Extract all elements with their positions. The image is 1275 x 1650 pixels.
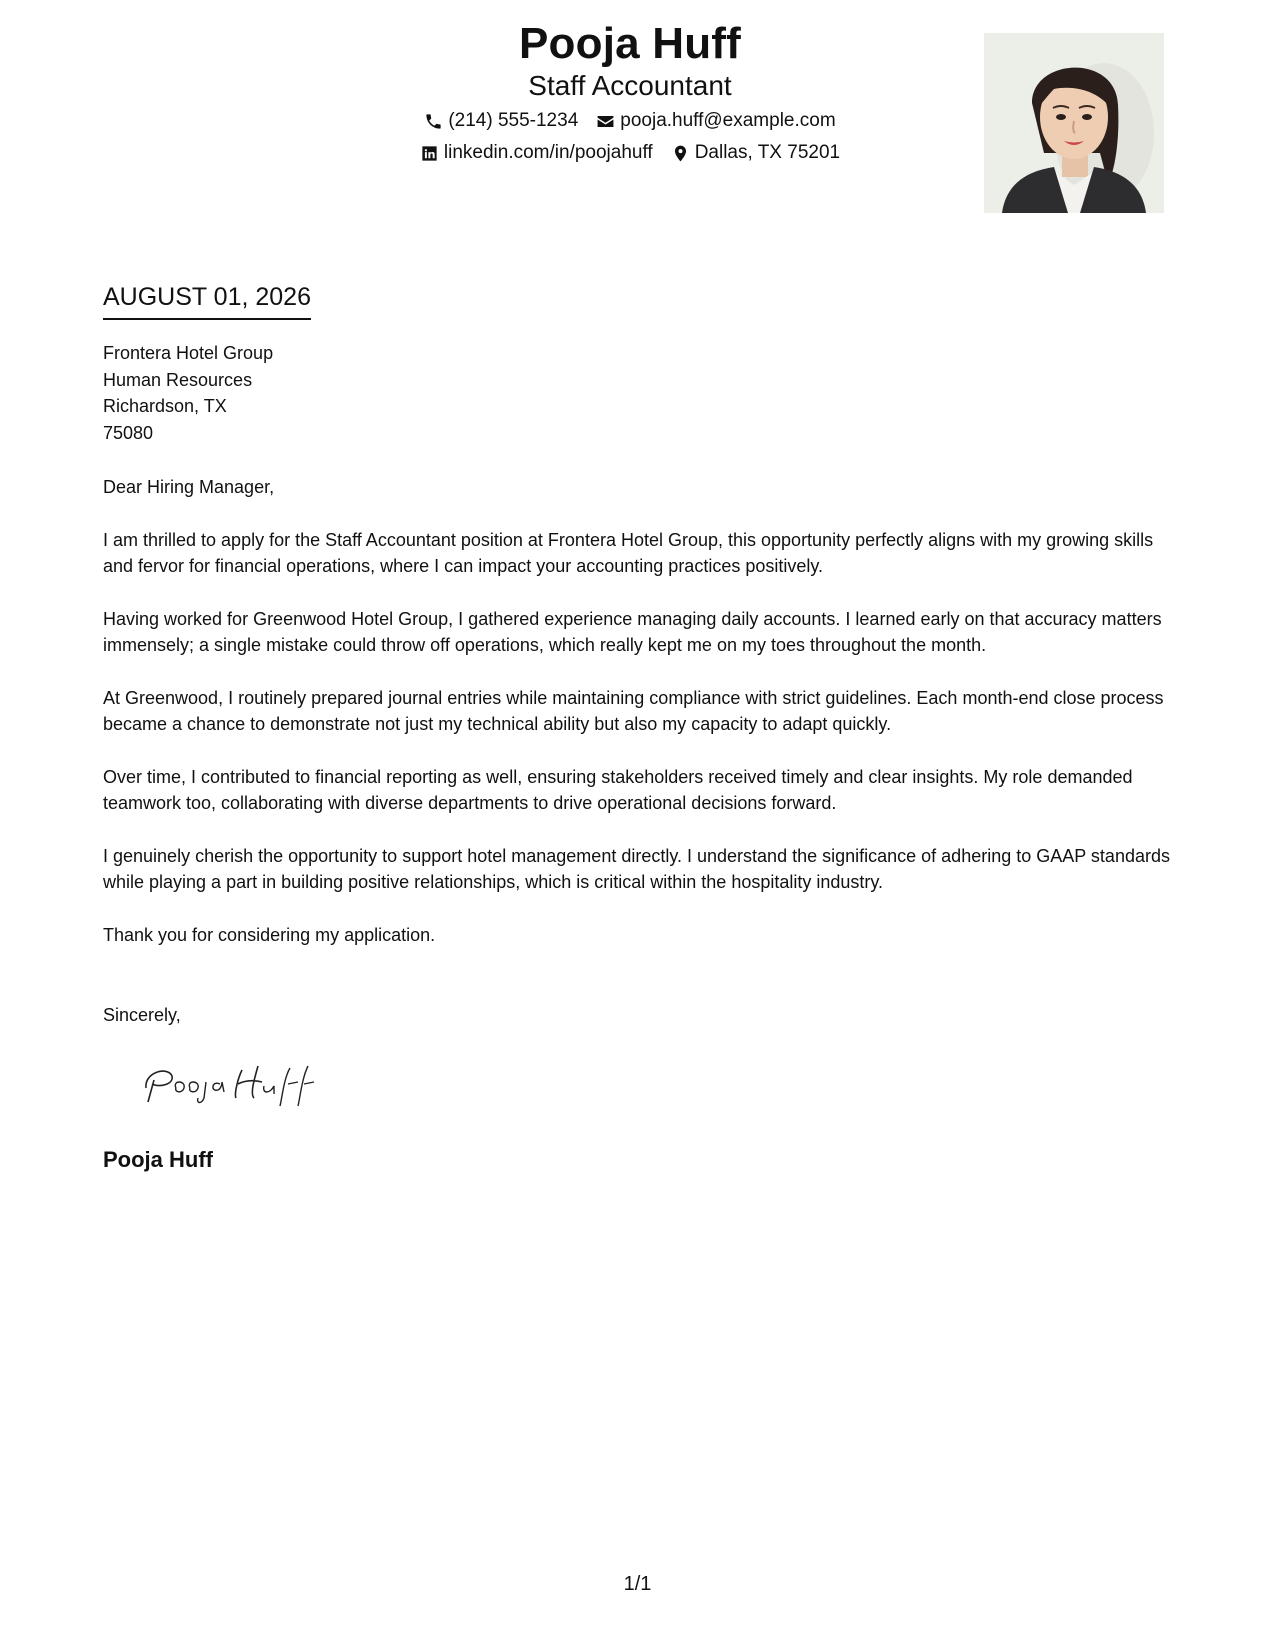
letter-date: AUGUST 01, 2026 xyxy=(103,280,311,320)
contact-linkedin-text: linkedin.com/in/poojahuff xyxy=(443,142,653,163)
contact-email[interactable] xyxy=(596,108,835,134)
applicant-title: Staff Accountant xyxy=(528,70,732,101)
handwritten-signature xyxy=(138,1058,328,1108)
envelope-icon xyxy=(596,112,615,131)
applicant-name: Pooja Huff xyxy=(519,19,741,68)
signature-graphic xyxy=(138,1058,328,1108)
body-paragraph: Over time, I contributed to financial reporting as well, ensuring stakeholders received timely and clear insights. My role demanded teamwork too, collaborating with diverse departments to drive operational decisions forward. xyxy=(103,766,1133,813)
map-pin-icon xyxy=(671,144,690,163)
body-paragraph: I am thrilled to apply for the Staff Accountant position at Frontera Hotel Group, this opportunity perfectly aligns with my growing skills and fervor for financial operations, where I can impact your accounting practices positively. xyxy=(103,529,1154,576)
linkedin-icon xyxy=(420,144,439,163)
body-paragraph: I genuinely cherish the opportunity to support hotel management directly. I understand the significance of adhering to GAAP standards while playing a part in building positive relationships, which is critical within the hospitality industry. xyxy=(103,845,1170,892)
thanks-line: Thank you for considering my application. xyxy=(103,924,436,945)
letter-body xyxy=(103,474,1173,974)
page-number: 1/1 xyxy=(623,1573,652,1595)
contact-row-2 xyxy=(330,140,930,166)
contact-row-1 xyxy=(330,108,930,134)
recipient-company: Frontera Hotel Group xyxy=(103,343,274,363)
body-paragraph: At Greenwood, I routinely prepared journal entries while maintaining compliance with strict guidelines. Each month-end close process became a chance to demonstrate not just my technical ability but also my capacity to adapt quickly. xyxy=(103,687,1164,734)
contact-location xyxy=(671,140,840,166)
contact-location-text: Dallas, TX 75201 xyxy=(694,142,841,163)
portrait-illustration xyxy=(984,33,1164,213)
body-paragraph: Having worked for Greenwood Hotel Group, I gathered experience managing daily accounts. I learned early on that accuracy matters immensely; a single mistake could throw off operations, which really kept me on my toes throughout the month. xyxy=(103,608,1162,655)
contact-email-text: pooja.huff@example.com xyxy=(620,110,836,131)
salutation: Dear Hiring Manager, xyxy=(103,477,275,497)
phone-icon xyxy=(424,112,443,131)
recipient-department: Human Resources xyxy=(103,369,253,390)
contact-phone xyxy=(424,108,578,134)
signer-name: Pooja Huff xyxy=(103,1147,213,1172)
letter-header xyxy=(330,18,930,166)
recipient-city-state: Richardson, TX xyxy=(103,396,227,416)
closing-phrase: Sincerely, xyxy=(103,1005,181,1025)
contact-linkedin[interactable] xyxy=(420,140,653,166)
profile-photo xyxy=(984,33,1164,213)
contact-phone-text: (214) 555-1234 xyxy=(448,110,579,131)
recipient-address xyxy=(103,340,273,446)
recipient-zip: 75080 xyxy=(103,422,154,443)
